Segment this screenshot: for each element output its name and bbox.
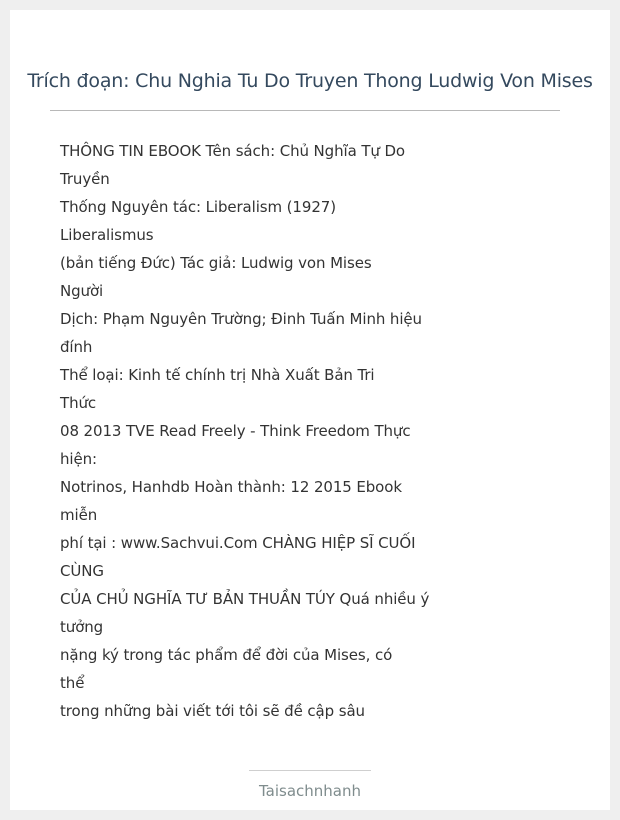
body-line: Thể loại: Kinh tế chính trị Nhà Xuất Bản Tri bbox=[60, 366, 375, 384]
document-page bbox=[10, 10, 610, 810]
footer-brand: Taisachnhanh bbox=[258, 782, 362, 800]
body-line: CỦA CHỦ NGHĨA TƯ BẢN THUẦN TÚY Quá nhiều ý bbox=[60, 590, 430, 608]
footer-divider bbox=[249, 770, 371, 771]
body-line: Người bbox=[60, 282, 104, 300]
document-body bbox=[60, 137, 440, 725]
body-line: Liberalismus bbox=[60, 226, 154, 244]
body-line: miễn bbox=[60, 506, 98, 524]
body-line: (bản tiếng Đức) Tác giả: Ludwig von Mises bbox=[60, 254, 372, 272]
body-line: Notrinos, Hanhdb Hoàn thành: 12 2015 Ebook bbox=[60, 478, 402, 496]
body-line: trong những bài viết tới tôi sẽ đề cập sâu bbox=[60, 702, 365, 720]
body-line: CÙNG bbox=[60, 562, 104, 580]
body-line: 08 2013 TVE Read Freely - Think Freedom Thực bbox=[60, 422, 411, 440]
body-line: Dịch: Phạm Nguyên Trường; Đinh Tuấn Minh hiệu bbox=[60, 310, 422, 328]
body-line: hiện: bbox=[60, 450, 97, 468]
body-line: THÔNG TIN EBOOK Tên sách: Chủ Nghĩa Tự Do bbox=[60, 142, 405, 160]
body-line: đính bbox=[60, 338, 93, 356]
body-line: thể bbox=[60, 674, 85, 692]
body-line: tưởng bbox=[60, 618, 104, 636]
body-line: Truyền bbox=[60, 170, 110, 188]
title-divider bbox=[50, 110, 560, 111]
body-line: phí tại : www.Sachvui.Com CHÀNG HIỆP SĨ CUỐI bbox=[60, 534, 416, 552]
body-line: Thức bbox=[60, 394, 97, 412]
body-line: nặng ký trong tác phẩm để đời của Mises, có bbox=[60, 646, 393, 664]
body-line: Thống Nguyên tác: Liberalism (1927) bbox=[60, 198, 336, 216]
document-title: Trích đoạn: Chu Nghia Tu Do Truyen Thong Ludwig Von Mises bbox=[27, 70, 593, 92]
